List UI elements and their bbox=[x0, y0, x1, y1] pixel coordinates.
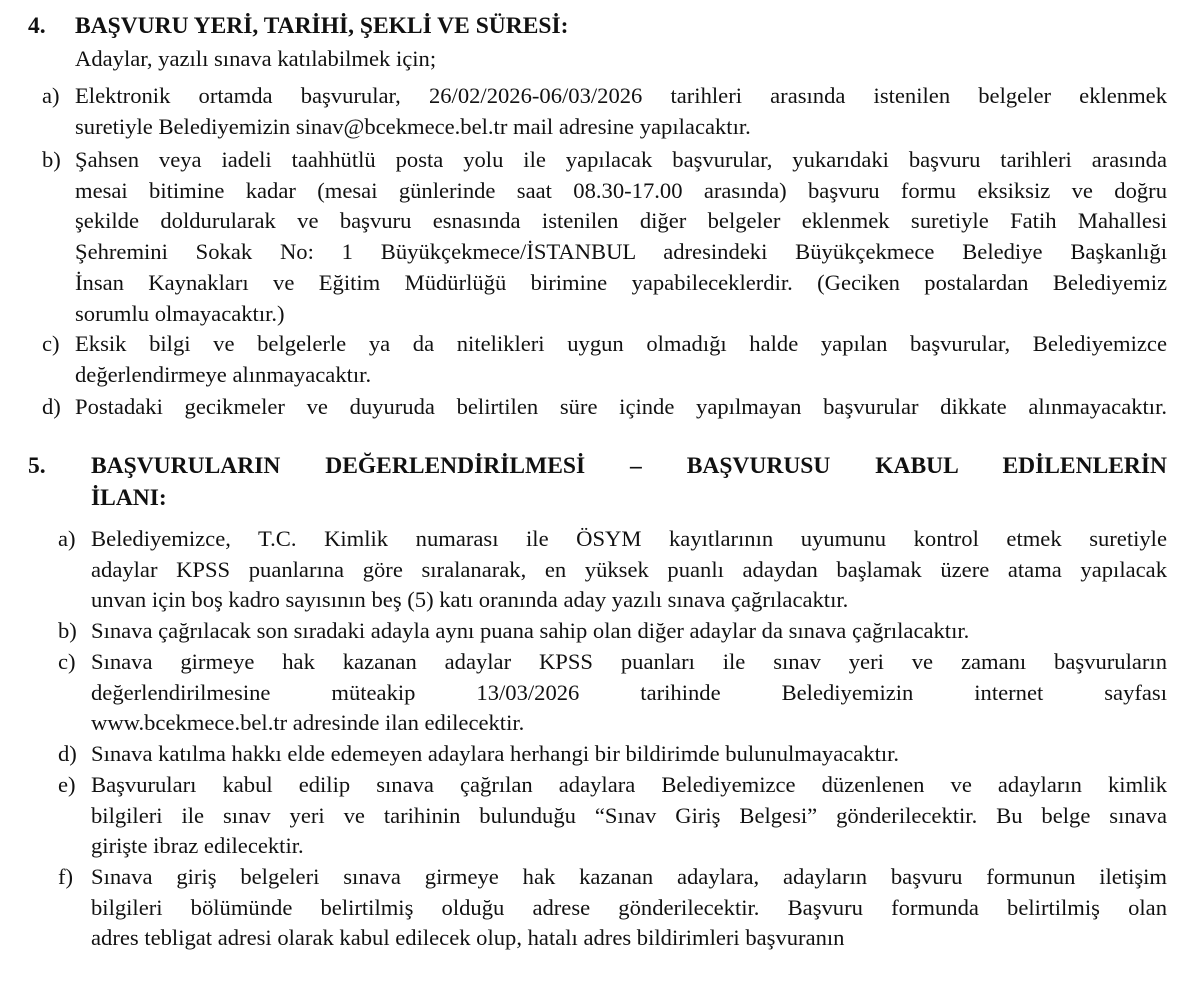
list-item-line: Başvuruları kabul edilip sınava çağrılan adaylara Belediyemizce düzenlenen ve adayların kimlik bbox=[91, 772, 1167, 797]
list-item-line: bilgileri ile sınav yeri ve tarihinin bulunduğu “Sınav Giriş Belgesi” gönderilecektir. Bu belge sınava bbox=[91, 802, 1167, 828]
section-5-title-line-2: İLANI: bbox=[91, 485, 167, 511]
list-item-line: sorumlu olmayacaktır.) bbox=[75, 300, 285, 326]
list-item-line: Sınava katılma hakkı elde edemeyen adaylara herhangi bir bildirimde bulunulmayacaktır. bbox=[91, 741, 900, 766]
list-item-line: suretiyle Belediyemizin sinav@bcekmece.bel.tr mail adresine yapılacaktır. bbox=[75, 113, 751, 139]
list-item-line: Sınava giriş belgeleri sınava girmeye hak kazanan adaylara, adayların başvuru formunun iletişim bbox=[91, 864, 1167, 889]
list-item-label: c) bbox=[58, 649, 76, 674]
list-item-label: c) bbox=[42, 331, 60, 356]
list-item-line: Şahsen veya iadeli taahhütlü posta yolu ile yapılacak başvurular, yukarıdaki başvuru tarihleri arasında bbox=[75, 147, 1167, 172]
list-item-line: Şehremini Sokak No: 1 Büyükçekmece/İSTANBUL adresindeki Büyükçekmece Belediye Başkanlığı bbox=[75, 239, 1167, 265]
list-item-label: d) bbox=[42, 394, 61, 419]
section-5-title-line-1: BAŞVURULARIN DEĞERLENDİRİLMESİ – BAŞVURUSU KABUL EDİLENLERİN bbox=[91, 453, 1167, 479]
list-item-line: Sınava çağrılacak son sıradaki adayla aynı puana sahip olan diğer adaylar da sınava çağrılacaktır. bbox=[91, 618, 970, 643]
list-item-line: değerlendirmeye alınmayacaktır. bbox=[75, 361, 372, 387]
list-item-line: şekilde doldurularak ve başvuru esnasında istenilen diğer belgeler eklenmek suretiyle Fatih Mahallesi bbox=[75, 208, 1167, 234]
list-item-line: Elektronik ortamda başvurular, 26/02/2026-06/03/2026 tarihleri arasında istenilen belgeler eklenmek bbox=[75, 83, 1167, 108]
list-item-line: mesai bitimine kadar (mesai günlerinde saat 08.30-17.00 arasında) başvuru formu eksiksiz ve doğru bbox=[75, 177, 1167, 203]
list-item-line: unvan için boş kadro sayısının beş (5) katı oranında aday yazılı sınava çağrılacaktır. bbox=[91, 587, 849, 613]
list-item-line: girişte ibraz edilecektir. bbox=[91, 833, 304, 859]
list-item-label: e) bbox=[58, 772, 76, 797]
list-item-label: a) bbox=[42, 83, 60, 108]
list-item-label: b) bbox=[42, 147, 61, 172]
list-item-line: adaylar KPSS puanlarına göre sıralanarak, en yüksek puanlı adaydan başlamak üzere atama yapılacak bbox=[91, 556, 1167, 582]
section-4-intro: Adaylar, yazılı sınava katılabilmek için; bbox=[75, 46, 437, 71]
list-item-line: değerlendirilmesine müteakip 13/03/2026 tarihinde Belediyemizin internet sayfası bbox=[91, 679, 1167, 705]
list-item-line: Belediyemizce, T.C. Kimlik numarası ile ÖSYM kayıtlarının uyumunu kontrol etmek suretiyle bbox=[91, 526, 1167, 551]
list-item-line: www.bcekmece.bel.tr adresinde ilan edilecektir. bbox=[91, 710, 525, 736]
list-item-line: bilgileri bölümünde belirtilmiş olduğu adrese gönderilecektir. Başvuru formunda belirtilmiş olan bbox=[91, 894, 1167, 920]
section-5-number: 5. bbox=[28, 453, 46, 479]
list-item-label: a) bbox=[58, 526, 76, 551]
list-item-line: Eksik bilgi ve belgelerle ya da nitelikleri uygun olmadığı halde yapılan başvurular, Belediyemizce bbox=[75, 331, 1167, 356]
section-4-title: BAŞVURU YERİ, TARİHİ, ŞEKLİ VE SÜRESİ: bbox=[75, 13, 569, 39]
list-item-line: İnsan Kaynakları ve Eğitim Müdürlüğü birimine yapabileceklerdir. (Geciken postalardan Belediyemiz bbox=[75, 269, 1167, 295]
list-item-label: d) bbox=[58, 741, 77, 766]
list-item-line: adres tebligat adresi olarak kabul edilecek olup, hatalı adres bildirimleri başvuranın bbox=[91, 925, 845, 951]
list-item-label: b) bbox=[58, 618, 77, 643]
list-item-line: Postadaki gecikmeler ve duyuruda belirtilen süre içinde yapılmayan başvurular dikkate alınmayacaktır. bbox=[75, 394, 1167, 419]
list-item-label: f) bbox=[58, 864, 74, 889]
section-4-number: 4. bbox=[28, 13, 46, 39]
list-item-line: Sınava girmeye hak kazanan adaylar KPSS puanları ile sınav yeri ve zamanı başvuruların bbox=[91, 649, 1167, 674]
